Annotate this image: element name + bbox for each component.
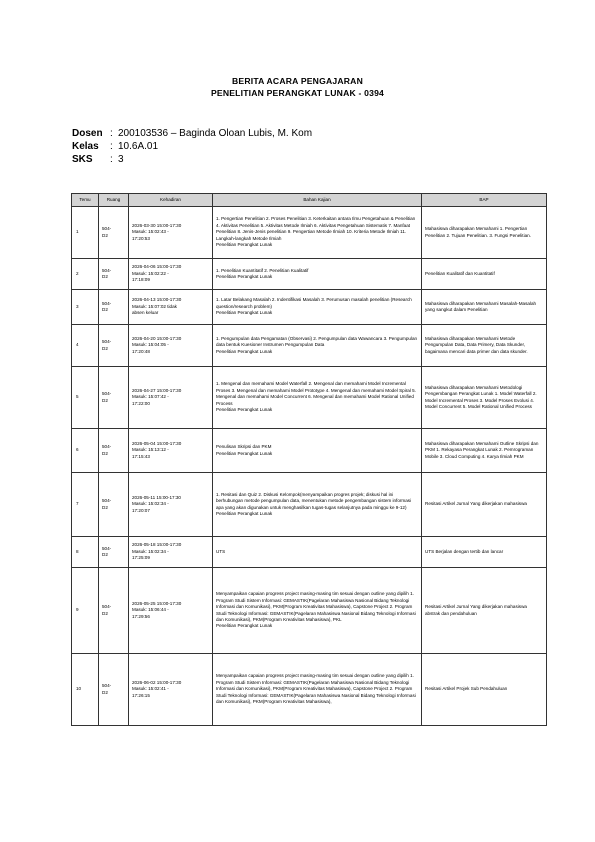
cell-bap: Resitasi Artikel Jurnal Yang dikerjakan mahasiswa abstrak dan pendahuluan	[422, 568, 547, 654]
table-row	[72, 429, 547, 473]
cell-bap: Mahasiswa diharapakan Memahami Metode Pengumpulan Data, Data Primery, Data Skunder, bagaimana mencari data primer dan data skunder.	[422, 325, 547, 367]
cell-temu: 7	[72, 473, 99, 537]
cell-kehadiran: 2026-05-25 15:00-17:30 Masuk: 15:06:44 - 17:29:56	[129, 568, 213, 654]
cell-kehadiran: 2026-05-18 15:00-17:30 Masuk: 15:02:34 - 17:25:09	[129, 537, 213, 568]
table-row	[72, 207, 547, 259]
table-row	[72, 325, 547, 367]
cell-ruang: 504- D2	[99, 568, 129, 654]
cell-temu: 9	[72, 568, 99, 654]
cell-bap: Resitasi Artikel Jurnal Yang dikerjakan mahasiswa	[422, 473, 547, 537]
cell-kehadiran: 2026-05-11 15:00-17:30 Masuk: 15:02:34 - 17:20:07	[129, 473, 213, 537]
cell-kehadiran: 2026-06-02 15:00-17:30 Masuk: 15:02:41 - 17:26:15	[129, 654, 213, 726]
cell-bap: Mahasiswa diharapakan Memahami Masalah-Masalah yang sangkut dalam Penelitian	[422, 290, 547, 325]
header-temu: Temu	[72, 194, 99, 207]
table-row	[72, 537, 547, 568]
cell-ruang: 504- D2	[99, 207, 129, 259]
cell-kehadiran: 2026-04-06 15:00-17:30 Masuk: 15:02:22 - 17:18:09	[129, 259, 213, 290]
cell-bahan-kajian: UTS	[213, 537, 422, 568]
cell-ruang: 504- D2	[99, 429, 129, 473]
kelas-line: Kelas : 10.6A.01	[72, 141, 159, 152]
cell-bahan-kajian: Menyampaikan capaian progress project masing-masing tim sesuai dengan outline yang dipilih 1. Program Studi Sistem Informasi: GEMASTIK(Pagelaran Mahasiswa Nasional Bidang Teknologi Informasi dan Komunikasi), PKM(Program Kreativitas Mahasiswa), Capstone Project 2. Program Studi Teknologi Informasi: GEMASTIK(Pagelaran Mahasiswa Nasional Bidang Teknologi Informasi dan Komunikasi), PKM(Program Kreativitas Mahasiswa),	[213, 654, 422, 726]
cell-ruang: 504- D2	[99, 367, 129, 429]
table-row	[72, 568, 547, 654]
kelas-value: 10.6A.01	[118, 141, 159, 152]
cell-bahan-kajian: 1. Latar Belakang Masalah 2. Indentifikasi Masalah 3. Perumusan masalah penelitian (Research question/research problem) Penelitian Perangkat Lunak	[213, 290, 422, 325]
cell-kehadiran: 2026-03-30 15:00-17:30 Masuk: 15:02:43 - 17:20:53	[129, 207, 213, 259]
dosen-line: Dosen : 200103536 – Baginda Oloan Lubis, M. Kom	[72, 128, 313, 139]
cell-ruang: 504- D2	[99, 537, 129, 568]
cell-bahan-kajian: 1. Penelitian Kuantitatif 2. Penelitian Kualitatif Penelitian Perangkat Lunak	[213, 259, 422, 290]
cell-bap: Penelitian Kualitatif dan Kuantitatif	[422, 259, 547, 290]
cell-kehadiran: 2026-04-27 15:00-17:30 Masuk: 15:07:42 - 17:22:00	[129, 367, 213, 429]
header-ruang: Ruang	[99, 194, 129, 207]
kelas-label: Kelas	[72, 141, 99, 152]
document-title: BERITA ACARA PENGAJARAN	[232, 76, 363, 86]
cell-ruang: 504- D2	[99, 259, 129, 290]
cell-bap: Mahasiswa diharapakan Memahami 1. Pengertian Penelitian 2. Tujuan Penelitian. 3. Fungsi Penelitian.	[422, 207, 547, 259]
header-kehadiran: Kehadiran	[129, 194, 213, 207]
cell-ruang: 504- D2	[99, 654, 129, 726]
cell-bahan-kajian: Menyampaikan capaian progress project masing-masing tim sesuai dengan outline yang dipilih 1. Program Studi Sistem Informasi: GEMASTIK(Pagelaran Mahasiswa Nasional Bidang Teknologi Informasi dan Komunikasi), PKM(Program Kreativitas Mahasiswa), Capstone Project 2. Program Studi Teknologi Informasi: GEMASTIK(Pagelaran Mahasiswa Nasional Bidang Teknologi Informasi dan Komunikasi), PKM(Program Kreativitas Mahasiswa), PKL Penelitian Perangkat Lunak	[213, 568, 422, 654]
sks-line: SKS : 3	[72, 154, 124, 165]
cell-bap: Mahasiswa diharapakan Memahami Outline Skripsi dan PKM 1. Rekayasa Perangkat Lunak 2. Pemrograman Mobile 3. Cloud Computing 4. Karya Ilmiah PKM	[422, 429, 547, 473]
cell-bahan-kajian: 1. Mengenal dan memahami Model Waterfall 2. Mengenal dan memahami Model Incremental Proses 3. Mengenal dan memahami Model Prototype 4. Mengenal dan memahami Model Spiral 5. Mengenal dan memahami Model Concurrent 6. Mengenal dan memahami Model Rational Unified Process Penelitian Perangkat Lunak	[213, 367, 422, 429]
cell-temu: 3	[72, 290, 99, 325]
cell-temu: 5	[72, 367, 99, 429]
table-row	[72, 473, 547, 537]
cell-bap: Mahasiswa diharapakan Memahami Metodologi Pengembangan Perangkat Lunak 1. Model Waterfall 2. Model Incremental Proses 3. Model Proses Evolusi 4. Model Concurrent 5. Model Rational Unified Process	[422, 367, 547, 429]
cell-kehadiran: 2026-05-04 15:00-17:30 Masuk: 15:13:12 - 17:15:43	[129, 429, 213, 473]
dosen-label: Dosen	[72, 128, 103, 139]
dosen-value: 200103536 – Baginda Oloan Lubis, M. Kom	[118, 128, 313, 139]
cell-ruang: 504- D2	[99, 290, 129, 325]
cell-kehadiran: 2026-04-20 15:00-17:30 Masuk: 15:04:05 - 17:20:48	[129, 325, 213, 367]
cell-temu: 4	[72, 325, 99, 367]
cell-kehadiran: 2026-04-13 15:00-17:30 Masuk: 15:07:02 tidak absen keluar	[129, 290, 213, 325]
cell-temu: 6	[72, 429, 99, 473]
cell-bahan-kajian: 1. Resitasi dan Quiz 2. Diskusi Kelompok(menyampaikan progres projek; diskusi hal ini berhubungan metode pengumpulan data, menentukan metode pengembangan sistem informasi apa yang akan digunakan untuk menghasilkan tugas-tugas selanjutnya pada minggu ke 9-12) Penelitian Perangkat Lunak	[213, 473, 422, 537]
cell-bahan-kajian: Penulisan Skripsi dan PKM Penelitian Perangkat Lunak	[213, 429, 422, 473]
sks-value: 3	[118, 154, 124, 165]
cell-temu: 8	[72, 537, 99, 568]
table-row	[72, 367, 547, 429]
cell-bahan-kajian: 1. Pengertian Penelitian 2. Proses Penelitian 3. Keterkaitan antara Ilmu Pengetahuan & Penelitian 4. Aktivitas Penelitian 5. Aktivitas Metode Ilmiah 6. Aktivitas Pengetahuan Sistematis 7. Manfaat Penelitian 8. Jenis-Jenis penelitian 9. Pengertian Metode Ilmiah 10. Kriteria Metode Ilmiah 11. Langkah-langkah Metode Ilmiah Penelitian Perangkat Lunak	[213, 207, 422, 259]
table-row	[72, 259, 547, 290]
cell-bahan-kajian: 1. Pengumpulan data Pengamatan (Observasi) 2. Pengumpulan data Wawancara 3. Pengumpulan data bentuk Kuesioner Instrumen Pengumpulan Data Penelitian Perangkat Lunak	[213, 325, 422, 367]
table-row	[72, 654, 547, 726]
document-subtitle: PENELITIAN PERANGKAT LUNAK - 0394	[210, 88, 385, 98]
header-bap: BAP	[422, 194, 547, 207]
cell-temu: 2	[72, 259, 99, 290]
header-bahan-kajian: Bahan Kajian	[213, 194, 422, 207]
cell-temu: 1	[72, 207, 99, 259]
cell-ruang: 504- D2	[99, 325, 129, 367]
cell-bap: UTS Berjalan dengan tertib dan lancar	[422, 537, 547, 568]
attendance-table	[71, 193, 547, 726]
table-row	[72, 290, 547, 325]
table-header-row	[72, 194, 547, 207]
sks-label: SKS	[72, 154, 93, 165]
cell-ruang: 504- D2	[99, 473, 129, 537]
cell-temu: 10	[72, 654, 99, 726]
cell-bap: Resitasi Artikel Projek Sub Pendahuluan	[422, 654, 547, 726]
